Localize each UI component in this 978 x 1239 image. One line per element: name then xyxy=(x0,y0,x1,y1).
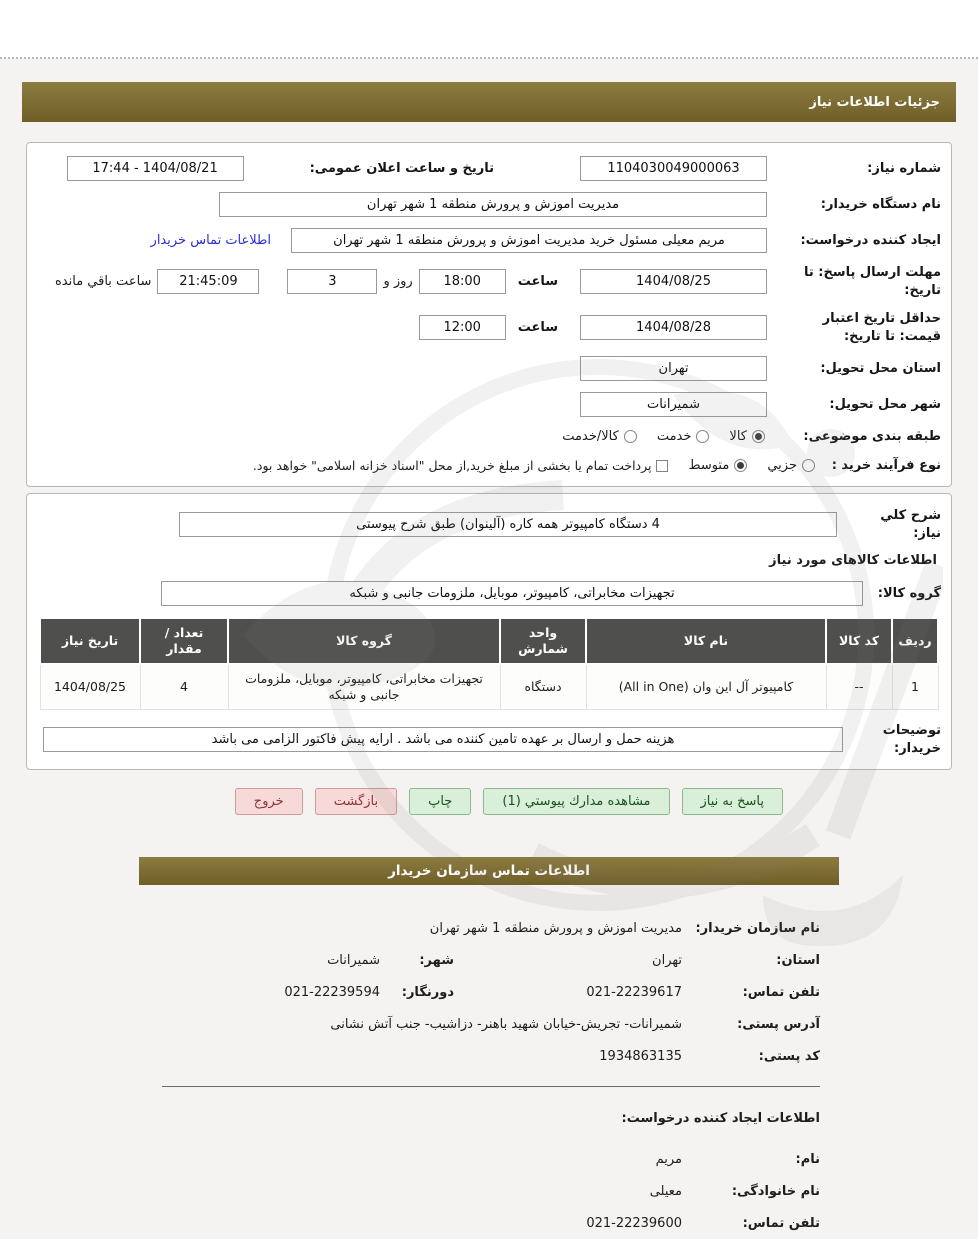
treasury-docs-checkbox-option[interactable] xyxy=(253,458,669,473)
contact-city-value: شمیرانات xyxy=(327,953,380,969)
buyer-org-label: نام دستگاه خریدار: xyxy=(820,196,941,212)
radio-icon[interactable] xyxy=(752,430,765,443)
deadline-label: مهلت ارسال پاسخ: تا تاریخ: xyxy=(803,265,941,298)
remaining-time-field[interactable]: 21:45:09 xyxy=(157,269,259,294)
postal-code-value: 1934863135 xyxy=(599,1049,682,1065)
delivery-city-field[interactable]: شمیرانات xyxy=(580,392,767,417)
creator-phone-label: تلفن تماس: xyxy=(742,1216,820,1232)
goods-group-label: گروه کالا: xyxy=(877,586,941,602)
first-name-value: مریم xyxy=(655,1152,682,1168)
need-desc-row xyxy=(37,507,941,542)
buyer-notes-field[interactable]: هزینه حمل و ارسال بر عهده تامین کننده می باشد . ارایه پیش فاکتور الزامی می باشد xyxy=(43,727,843,752)
last-name-label: نام خانوادگی: xyxy=(731,1184,820,1200)
radio-option-goods-service-label: کالا/خدمت xyxy=(562,429,619,445)
radio-option-minor-label: جزيي xyxy=(767,458,797,473)
contact-province-value: تهران xyxy=(652,953,682,969)
cell-need-date: 1404/08/25 xyxy=(40,664,140,710)
org-name-label: نام سازمان خریدار: xyxy=(695,921,820,937)
cell-group: تجهیزات مخابراتی، کامپیوتر، موبایل، ملزومات جانبی و شبکه xyxy=(228,664,500,710)
need-desc-field[interactable]: 4 دستگاه کامپیوتر همه کاره (آلینوان) طبق شرح پیوستی xyxy=(179,512,837,537)
goods-table-header-row xyxy=(40,618,938,663)
postal-address-value: شمیرانات- تجریش-خیابان شهید باهنر- دزاشیب- جنب آتش نشانی xyxy=(330,1017,682,1033)
validity-date-field[interactable]: 1404/08/28 xyxy=(580,315,767,340)
cell-item-code: -- xyxy=(826,664,892,710)
province-city-row xyxy=(162,953,820,968)
radio-option-medium[interactable] xyxy=(688,458,747,473)
treasury-docs-checkbox-label: پرداخت تمام یا بخشی از مبلغ خرید,از محل "اسناد خزانه اسلامی" خواهد بود. xyxy=(252,458,652,473)
creator-last-name-row xyxy=(162,1184,820,1199)
radio-icon[interactable] xyxy=(624,430,637,443)
goods-info-heading: اطلاعات کالاهای مورد نیاز xyxy=(769,553,937,569)
contact-province-label: استان: xyxy=(776,953,820,969)
contact-header-bar xyxy=(139,857,839,885)
need-desc-label: شرح كلي نياز: xyxy=(880,508,941,541)
cell-row-number: 1 xyxy=(892,664,938,710)
process-type-label: نوع فرآیند خرید : xyxy=(831,457,941,473)
validity-hour-label: ساعت xyxy=(517,319,558,335)
classification-label: طبقه بندی موضوعی: xyxy=(803,429,941,445)
radio-option-service-label: خدمت xyxy=(656,429,692,445)
col-header-group: گروه کالا xyxy=(228,618,500,663)
back-button[interactable]: بازگشت xyxy=(315,788,397,815)
cell-item-name: کامپیوتر آل این وان (All in One) xyxy=(586,664,826,710)
exit-button[interactable]: خروج xyxy=(235,788,303,815)
creator-label: ایجاد کننده درخواست: xyxy=(800,232,941,248)
postal-address-label: آدرس پستی: xyxy=(737,1017,820,1033)
phone-fax-row xyxy=(162,985,820,1000)
goods-group-field[interactable]: تجهیزات مخابراتی، کامپیوتر، موبایل، ملزومات جانبی و شبکه xyxy=(161,581,863,606)
creator-phone-row xyxy=(162,1216,820,1231)
goods-group-row xyxy=(37,581,941,606)
delivery-province-field[interactable]: تهران xyxy=(580,356,767,381)
deadline-days-field[interactable]: 3 xyxy=(287,269,377,294)
col-header-row-number: ردیف xyxy=(892,618,938,663)
radio-option-minor[interactable] xyxy=(767,458,815,473)
radio-option-goods-service[interactable] xyxy=(562,429,637,444)
radio-option-goods[interactable] xyxy=(729,429,765,444)
deadline-row xyxy=(37,264,941,299)
contact-fax-label: دورنگار: xyxy=(401,985,454,1001)
buyer-org-row xyxy=(37,192,941,217)
checkbox-icon[interactable] xyxy=(656,460,668,472)
deadline-hour-label: ساعت xyxy=(517,273,558,289)
cell-quantity: 4 xyxy=(140,664,228,710)
last-name-value: معیلی xyxy=(649,1184,682,1200)
contact-phone-label: تلفن تماس: xyxy=(742,985,820,1001)
goods-table-row xyxy=(40,664,938,710)
creator-field[interactable]: مریم معیلی مسئول خرید مدیریت اموزش و پرورش منطقه 1 شهر تهران xyxy=(291,228,767,253)
creator-first-name-row xyxy=(162,1152,820,1167)
price-validity-row xyxy=(37,310,941,345)
buyer-notes-row xyxy=(37,722,941,757)
buyer-contact-link[interactable]: اطلاعات تماس خریدار xyxy=(150,233,271,248)
need-number-label: شماره نیاز: xyxy=(867,160,941,176)
radio-option-service[interactable] xyxy=(657,429,710,444)
view-attachments-button[interactable]: مشاهده مدارك پيوستي (1) xyxy=(483,788,669,815)
need-number-field[interactable]: 1104030049000063 xyxy=(580,156,767,181)
buyer-notes-label: توضیحات خریدار: xyxy=(882,723,941,756)
contact-phone-value: 021-22239617 xyxy=(586,985,682,1001)
need-details-panel xyxy=(26,142,952,487)
radio-option-goods-label: کالا xyxy=(729,429,747,445)
col-header-unit: واحد شمارش xyxy=(500,618,586,663)
contact-section xyxy=(162,921,820,1231)
details-header-title: جزئیات اطلاعات نیاز xyxy=(809,94,940,110)
address-row xyxy=(162,1017,820,1032)
deadline-hour-field[interactable]: 18:00 xyxy=(419,269,506,294)
creator-phone-value: 021-22239600 xyxy=(586,1216,682,1232)
delivery-province-row xyxy=(37,356,941,381)
announce-label: تاریخ و ساعت اعلان عمومی: xyxy=(309,160,494,176)
contact-divider xyxy=(162,1086,820,1087)
top-strip xyxy=(0,0,978,59)
delivery-city-label: شهر محل تحویل: xyxy=(829,396,941,412)
postal-code-label: کد پستی: xyxy=(758,1049,820,1065)
creator-info-heading: اطلاعات ایجاد کننده درخواست: xyxy=(621,1111,820,1127)
col-header-item-name: نام کالا xyxy=(586,618,826,663)
cell-unit: دستگاه xyxy=(500,664,586,710)
need-description-panel xyxy=(26,493,952,770)
radio-icon[interactable] xyxy=(734,459,747,472)
goods-table xyxy=(39,617,939,710)
price-validity-label: حداقل تاریخ اعتبار قیمت: تا تاریخ: xyxy=(822,311,941,344)
validity-hour-field[interactable]: 12:00 xyxy=(419,315,506,340)
deadline-date-field[interactable]: 1404/08/25 xyxy=(580,269,767,294)
need-number-row xyxy=(37,156,941,181)
postal-code-row xyxy=(162,1049,820,1064)
first-name-label: نام: xyxy=(795,1152,820,1168)
delivery-province-label: استان محل تحویل: xyxy=(820,360,941,376)
contact-city-label: شهر: xyxy=(419,953,454,969)
creator-row xyxy=(37,228,941,253)
radio-icon[interactable] xyxy=(696,430,709,443)
radio-icon[interactable] xyxy=(802,459,815,472)
details-header-bar xyxy=(22,82,956,122)
org-name-row xyxy=(162,921,820,936)
classification-row xyxy=(37,428,941,446)
print-button[interactable]: چاپ xyxy=(409,788,471,815)
deadline-days-label: روز و xyxy=(383,274,413,290)
announce-field[interactable]: 17:44 - 1404/08/21 xyxy=(67,156,244,181)
contact-header-title: اطلاعات تماس سازمان خریدار xyxy=(388,863,590,880)
process-type-row xyxy=(37,457,941,475)
delivery-city-row xyxy=(37,392,941,417)
org-name-value: مدیریت اموزش و پرورش منطقه 1 شهر تهران xyxy=(429,921,682,937)
col-header-quantity: تعداد / مقدار xyxy=(140,618,228,663)
action-buttons-row xyxy=(0,788,783,815)
col-header-need-date: تاریخ نیاز xyxy=(40,618,140,663)
buyer-org-field[interactable]: مدیریت اموزش و پرورش منطقه 1 شهر تهران xyxy=(219,192,767,217)
remaining-time-label: ساعت باقي مانده xyxy=(54,274,152,290)
col-header-item-code: کد کالا xyxy=(826,618,892,663)
radio-option-medium-label: متوسط xyxy=(688,458,730,473)
respond-to-need-button[interactable]: پاسخ به نیاز xyxy=(682,788,784,815)
contact-fax-value: 021-22239594 xyxy=(284,985,380,1001)
